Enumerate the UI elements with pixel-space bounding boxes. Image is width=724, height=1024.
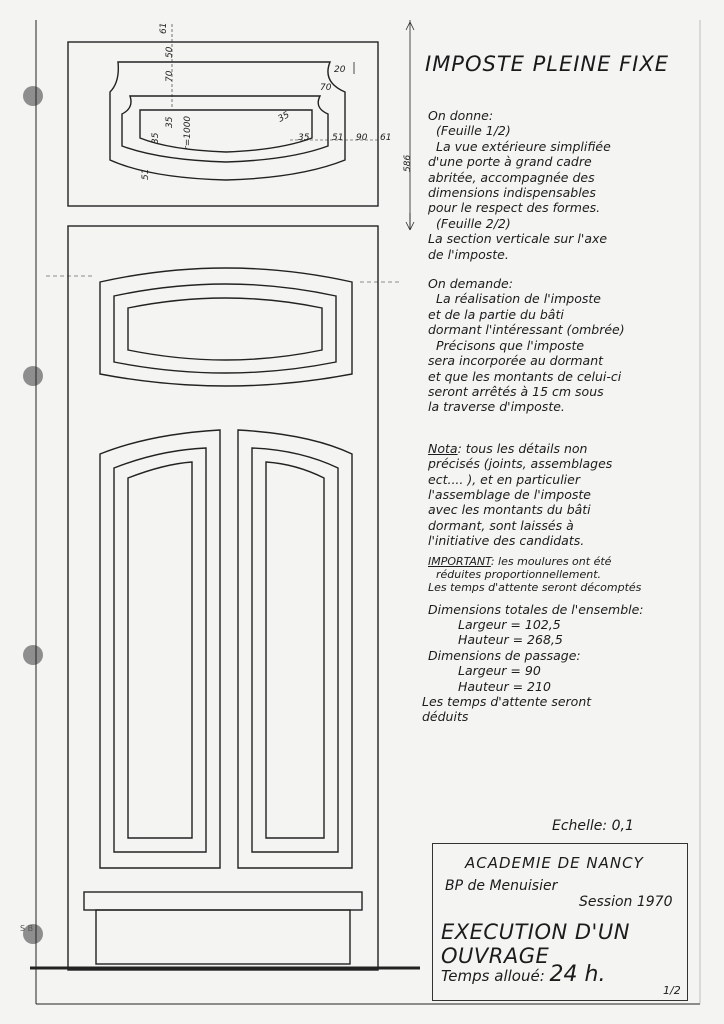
- page-title: IMPOSTE PLEINE FIXE: [425, 52, 670, 76]
- nota-line: Nota: tous les détails non: [428, 440, 588, 456]
- on-demande-line: et que les montants de celui-ci: [428, 368, 622, 384]
- on-donne-line: abritée, accompagnée des: [428, 169, 595, 185]
- nota-line: dormant, sont laissés à: [428, 517, 574, 533]
- on-demande-line: seront arrêtés à 15 cm sous: [428, 383, 604, 399]
- temps-value: 24 h.: [549, 962, 606, 987]
- nota-line: ect.... ), et en particulier: [428, 471, 580, 487]
- sheet-number: 1/2: [663, 984, 681, 997]
- important-line: Les temps d'attente seront décomptés: [428, 580, 642, 594]
- on-demande-heading: On demande:: [428, 276, 513, 292]
- dim-20: 20: [334, 65, 346, 75]
- nota-line: l'initiative des candidats.: [428, 533, 585, 549]
- on-donne-line: pour le respect des formes.: [428, 200, 601, 216]
- kick-rail: [84, 892, 362, 910]
- temps-attente-line: déduits: [422, 709, 469, 725]
- on-donne-line: La section verticale sur l'axe: [428, 231, 608, 247]
- academie-label: ACADEMIE DE NANCY: [465, 854, 644, 872]
- on-donne-line: (Feuille 2/2): [436, 215, 511, 231]
- right-panel: [238, 430, 352, 868]
- important-label: IMPORTANT: [428, 554, 491, 568]
- title-block: [432, 843, 688, 1001]
- dim-passage-heading: Dimensions de passage:: [428, 647, 581, 663]
- nota-line: précisés (joints, assemblages: [428, 456, 613, 472]
- on-donne-line: La vue extérieure simplifiée: [436, 138, 611, 154]
- dim-70: 70: [165, 70, 175, 82]
- dim-90: 90: [356, 133, 368, 143]
- margin-mark: S B: [20, 924, 34, 933]
- dim-70b: 70: [320, 83, 332, 93]
- on-demande-line: Précisons que l'imposte: [436, 337, 585, 353]
- dim-35b: 35: [165, 116, 175, 128]
- on-demande-line: la traverse d'imposte.: [428, 399, 565, 415]
- nota-label: Nota: [428, 440, 458, 456]
- instructions: [422, 108, 698, 725]
- dim-35a: 35: [151, 132, 161, 144]
- dim-50: 50: [165, 46, 175, 58]
- on-demande-line: sera incorporée au dormant: [428, 353, 604, 369]
- dim-61b: 61: [380, 133, 392, 143]
- on-demande-line: La réalisation de l'imposte: [436, 291, 601, 307]
- dim-totales-heading: Dimensions totales de l'ensemble:: [428, 601, 644, 617]
- on-donne-line: dimensions indispensables: [428, 185, 596, 201]
- on-donne-line: d'une porte à grand cadre: [428, 154, 592, 170]
- dim-passage-largeur: Largeur = 90: [458, 663, 541, 679]
- imposte-frame: [68, 42, 378, 206]
- on-donne-heading: On donne:: [428, 108, 494, 123]
- bp-label: BP de Menuisier: [445, 878, 558, 894]
- nota-line: avec les montants du bâti: [428, 502, 591, 518]
- temps-alloue: Temps alloué: 24 h.: [441, 962, 606, 987]
- dim-35c: 35: [276, 110, 292, 125]
- dim-radius: r=1000: [183, 115, 193, 150]
- upper-panel: [100, 268, 352, 386]
- important-line: réduites proportionnellement.: [436, 567, 602, 581]
- on-demande-line: dormant l'intéressant (ombrée): [428, 322, 625, 338]
- on-demande-line: et de la partie du bâti: [428, 306, 564, 322]
- dim-586: 586: [403, 154, 413, 172]
- dim-51a: 51: [332, 133, 344, 143]
- dim-61: 61: [159, 22, 169, 34]
- important-line: IMPORTANT: les moulures ont été: [428, 554, 612, 568]
- left-panel: [100, 430, 220, 868]
- on-donne-line: de l'imposte.: [428, 246, 509, 262]
- dim-35d: 35: [298, 133, 310, 143]
- dim-totales-hauteur: Hauteur = 268,5: [458, 632, 563, 648]
- dim-passage-hauteur: Hauteur = 210: [458, 678, 551, 694]
- execution-label: EXECUTION D'UN OUVRAGE: [441, 920, 630, 968]
- temps-attente-line: Les temps d'attente seront: [422, 694, 592, 709]
- scale-label: Echelle: 0,1: [552, 818, 634, 834]
- session-label: Session 1970: [579, 894, 673, 910]
- on-donne-line: (Feuille 1/2): [436, 123, 511, 139]
- nota-line: l'assemblage de l'imposte: [428, 486, 591, 502]
- dim-51b: 51: [141, 168, 151, 180]
- dim-totales-largeur: Largeur = 102,5: [458, 616, 561, 632]
